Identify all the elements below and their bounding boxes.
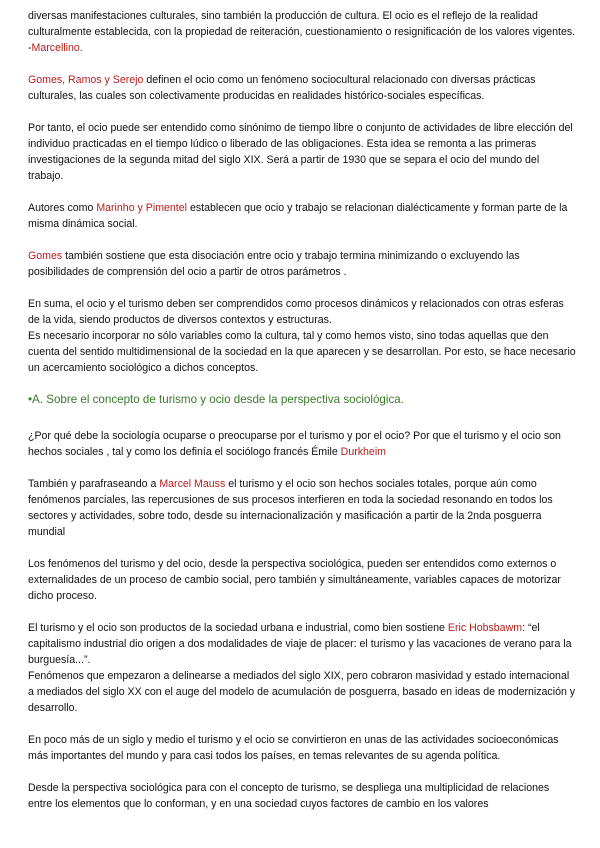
text: Desde la perspectiva sociológica para con el concepto de turismo, se despliega una multiplicidad de relaciones entre los elementos que lo conforman, y en una sociedad cuyos factores de cambio en los valores [28, 782, 550, 810]
author-reference: Durkheim [340, 446, 387, 458]
paragraph-11 [28, 732, 576, 764]
paragraph-10a [28, 620, 576, 668]
text: : “el capitalismo industrial dio origen a dos modalidades de viaje de placer: el turismo y las vacaciones de verano para la burguesía...”. [28, 622, 572, 666]
paragraph-8 [28, 476, 576, 540]
paragraph-3 [28, 120, 576, 184]
text: establecen que ocio y trabajo se relacionan dialécticamente y forman parte de la misma dinámica social. [28, 202, 568, 230]
paragraph-6a [28, 296, 576, 328]
paragraph-9 [28, 556, 576, 604]
author-reference: Gomes, Ramos y Serejo [28, 74, 144, 86]
text: ¿Por qué debe la sociología ocuparse o preocuparse por el turismo y por el ocio? Por que el turismo y el ocio son hechos sociales , tal y como los definía el sociólogo francés Émile [28, 430, 561, 458]
section-heading: •A. Sobre el concepto de turismo y ocio desde la perspectiva sociológica. [28, 393, 404, 406]
text: También y parafraseando a [28, 478, 160, 490]
text: Autores como [28, 202, 97, 214]
document-page [28, 8, 576, 828]
author-reference: Marcel Mauss [159, 478, 226, 490]
paragraph-4 [28, 200, 576, 232]
author-reference: Gomes [28, 250, 63, 262]
text: también sostiene que esta disociación entre ocio y trabajo termina minimizando o excluyendo las posibilidades de comprensión del ocio a partir de otros parámetros . [28, 250, 520, 278]
paragraph-6b [28, 328, 576, 376]
text: diversas manifestaciones culturales, sino también la producción de cultura. El ocio es el reflejo de la realidad culturalmente establecida, con la propiedad de reiteración, cuestionamiento o resignificación de los valores vigentes. - [28, 10, 576, 54]
author-reference: Eric Hobsbawm [447, 622, 523, 634]
text: En poco más de un siglo y medio el turismo y el ocio se convirtieron en unas de las actividades socioeconómicas más importantes del mundo y para casi todos los países, en temas relevantes de su agenda política. [28, 734, 559, 762]
paragraph-2 [28, 72, 576, 104]
text: Fenómenos que empezaron a delinearse a mediados del siglo XIX, pero cobraron masividad y estado internacional a mediados del siglo XX con el auge del modelo de acumulación de posguerra, basado en ideas de modernización y desarrollo. [28, 670, 576, 714]
text: Es necesario incorporar no sólo variables como la cultura, tal y como hemos visto, sino todas aquellas que den cuenta del sentido multidimensional de la sociedad en la que aparecen y se desarrollan. Por esto, se hace necesario un acercamiento sociológico a dichos conceptos. [28, 330, 576, 374]
paragraph-5 [28, 248, 576, 280]
author-reference: Marcellino. [31, 42, 83, 54]
paragraph-1 [28, 8, 576, 56]
text: Los fenómenos del turismo y del ocio, desde la perspectiva sociológica, pueden ser entendidos como externos o externalidades de un proceso de cambio social, pero también y simultáneamente, variables capaces de motorizar dicho proceso. [28, 558, 561, 602]
text: Por tanto, el ocio puede ser entendido como sinónimo de tiempo libre o conjunto de actividades de libre elección del individuo practicadas en el tiempo lúdico o liberado de las obligaciones. Esta idea se remonta a las primeras investigaciones de la segunda mitad del siglo XIX. Será a partir de 1930 que se separa el ocio del mundo del trabajo. [28, 122, 573, 182]
text: En suma, el ocio y el turismo deben ser comprendidos como procesos dinámicos y relacionados con otras esferas de la vida, siendo productos de diversos contextos y estructuras. [28, 298, 564, 326]
paragraph-10b [28, 668, 576, 716]
author-reference: Marinho y Pimentel [96, 202, 187, 214]
text: el turismo y el ocio son hechos sociales totales, porque aún como fenómenos parciales, las repercusiones de sus procesos interfieren en toda la sociedad resonando en todos los sectores y actividades, sobre todo, desde su internacionalización y masificación a partir de la 2nda posguerra mundial [28, 478, 553, 538]
text: El turismo y el ocio son productos de la sociedad urbana e industrial, como bien sostiene [28, 622, 448, 634]
paragraph-12 [28, 780, 576, 812]
text: definen el ocio como un fenómeno sociocultural relacionado con diversas prácticas culturales, las cuales son colectivamente producidas en realidades histórico-sociales específicas. [28, 74, 536, 102]
paragraph-7 [28, 428, 576, 460]
